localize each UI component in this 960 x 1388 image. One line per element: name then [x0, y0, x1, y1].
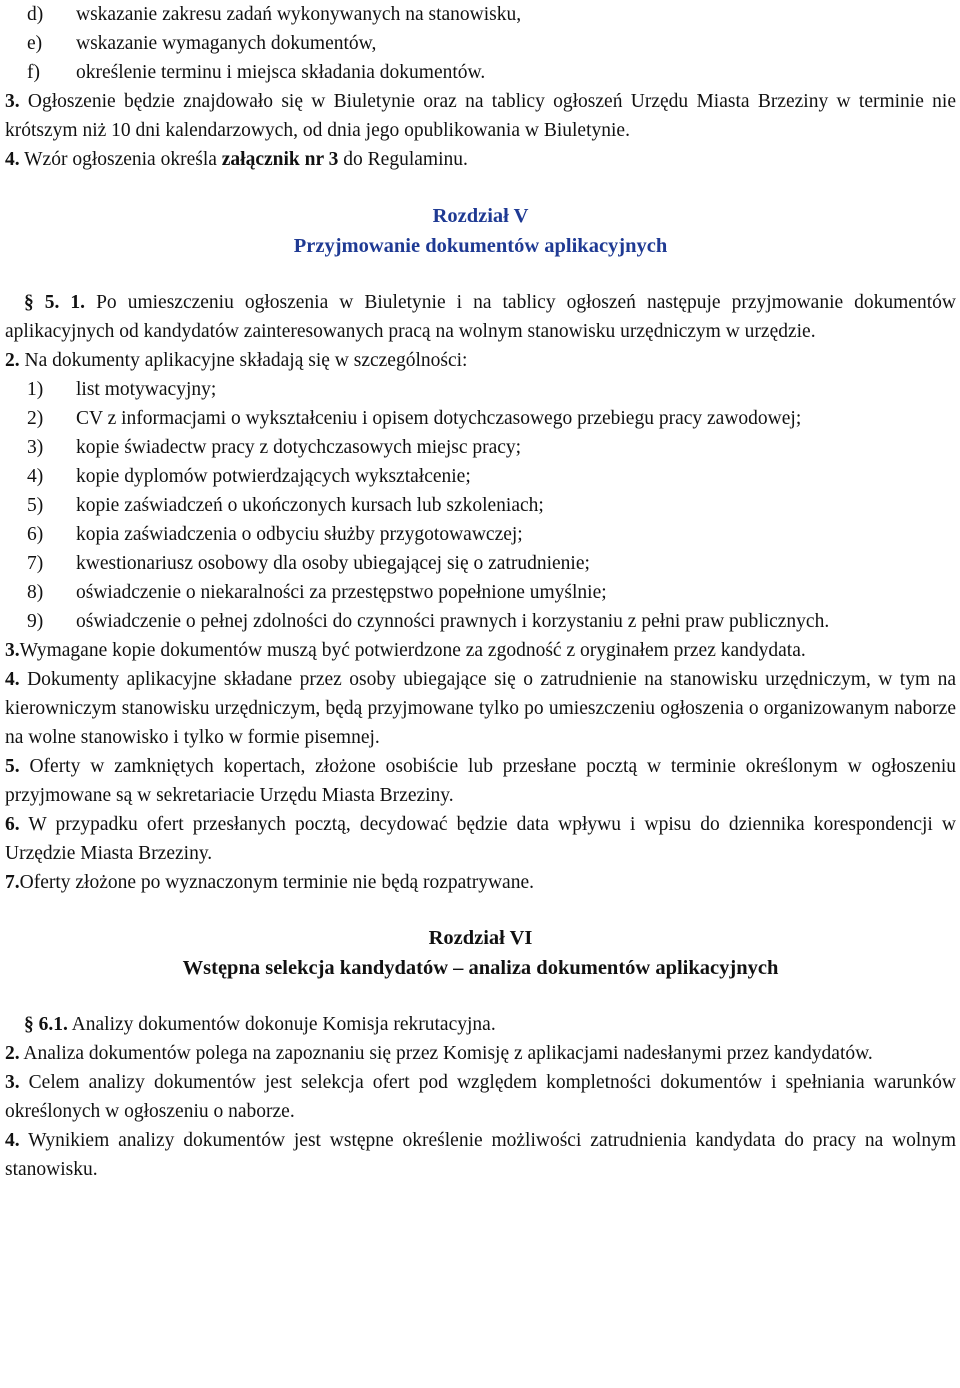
list-item: [27, 462, 956, 491]
list-item: [27, 58, 956, 87]
chapter-title: Przyjmowanie dokumentów aplikacyjnych: [293, 235, 668, 257]
list-item-number: 7): [27, 553, 44, 574]
paragraph-number: 3.: [5, 640, 20, 661]
paragraph-text: Po umieszczeniu ogłoszenia w Biuletynie i na tablicy ogłoszeń następuje przyjmowanie dokumentów aplikacyjnych od kandydatów zainteresowanych pracą na wolnym stanowisku urzędniczym w urzędzie.: [5, 292, 956, 342]
section-6-paragraph-2: [5, 1039, 956, 1068]
paragraph-number: 2.: [5, 350, 20, 371]
list-item-text: oświadczenie o pełnej zdolności do czynności prawnych i korzystaniu z pełni praw publicznych.: [76, 611, 830, 632]
list-item: [27, 0, 956, 29]
application-documents-list: [5, 375, 956, 636]
paragraph-text: Wzór ogłoszenia określa: [19, 149, 222, 170]
list-item: [27, 607, 956, 636]
paragraph-4: [5, 145, 956, 174]
list-item-text: kopie świadectw pracy z dotychczasowych miejsc pracy;: [76, 437, 522, 458]
section-5-paragraph-5: [5, 752, 956, 810]
paragraph-text: Wymagane kopie dokumentów muszą być potwierdzone za zgodność z oryginałem przez kandydata.: [19, 640, 806, 661]
section-5-paragraph-3: [5, 636, 956, 665]
paragraph-number: 5.: [5, 756, 20, 777]
section-5-paragraph-1: [5, 288, 956, 346]
list-item-text: list motywacyjny;: [76, 379, 217, 400]
list-item: [27, 375, 956, 404]
paragraph-text: Ogłoszenie będzie znajdowało się w Biuletynie oraz na tablicy ogłoszeń Urzędu Miasta Brzeziny w terminie nie krótszym niż 10 dni kalendarzowych, od dnia jego opublikowania w Biuletynie.: [5, 91, 956, 141]
list-item-text: CV z informacjami o wykształceniu i opisem dotychczasowego przebiegu pracy zawodowej;: [76, 408, 802, 429]
paragraph-number: 7.: [5, 872, 20, 893]
section-6-paragraph-1: [5, 1010, 956, 1039]
paragraph-text: Analizy dokumentów dokonuje Komisja rekrutacyjna.: [67, 1014, 496, 1035]
list-item-text: określenie terminu i miejsca składania dokumentów.: [76, 62, 486, 83]
list-item-number: 1): [27, 379, 44, 400]
paragraph-number: 6.: [5, 814, 20, 835]
list-item-number: 4): [27, 466, 44, 487]
list-item-number: 6): [27, 524, 44, 545]
chapter-title: Wstępna selekcja kandydatów – analiza dokumentów aplikacyjnych: [182, 957, 779, 979]
list-item-number: 3): [27, 437, 44, 458]
list-item-number: e): [27, 33, 43, 54]
section-6-paragraph-4: [5, 1126, 956, 1184]
paragraph-text: Dokumenty aplikacyjne składane przez osoby ubiegające się o zatrudnienie na stanowisku urzędniczym, w tym na kierowniczym stanowisku urzędniczym, będą przyjmowane tylko po umieszczeniu ogłoszenia o organizowanym naborze na wolne stanowisko i tylko w formie pisemnej.: [5, 669, 956, 748]
paragraph-text: W przypadku ofert przesłanych pocztą, decydować będzie data wpływu i wpisu do dziennika korespondencji w Urzędzie Miasta Brzeziny.: [5, 814, 956, 864]
list-item-number: 9): [27, 611, 44, 632]
list-item: [27, 549, 956, 578]
section-5-paragraph-2: [5, 346, 956, 375]
chapter-6-heading: [5, 923, 956, 983]
chapter-5-heading: [5, 201, 956, 261]
attachment-reference: załącznik nr 3: [221, 149, 339, 170]
paragraph-number: 4.: [5, 1130, 20, 1151]
list-item: [27, 491, 956, 520]
list-item-number: d): [27, 4, 44, 25]
list-item: [27, 433, 956, 462]
chapter-label: Rozdział VI: [428, 927, 533, 949]
paragraph-text: Celem analizy dokumentów jest selekcja ofert pod względem kompletności dokumentów i spełniania warunków określonych w ogłoszeniu o naborze.: [5, 1072, 956, 1122]
list-item-text: kopia zaświadczenia o odbyciu służby przygotowawczej;: [76, 524, 523, 545]
paragraph-text: Analiza dokumentów polega na zapoznaniu się przez Komisję z aplikacjami nadesłanymi przez kandydatów.: [19, 1043, 873, 1064]
list-item-text: wskazanie wymaganych dokumentów,: [76, 33, 377, 54]
paragraph-text: Oferty złożone po wyznaczonym terminie nie będą rozpatrywane.: [19, 872, 534, 893]
paragraph-text: Na dokumenty aplikacyjne składają się w szczególności:: [19, 350, 468, 371]
paragraph-number: 3.: [5, 1072, 20, 1093]
paragraph-3: [5, 87, 956, 145]
list-item-number: 2): [27, 408, 44, 429]
section-5-paragraph-6: [5, 810, 956, 868]
list-item: [27, 404, 956, 433]
paragraph-number: 3.: [5, 91, 20, 112]
chapter-label: Rozdział V: [432, 205, 529, 227]
list-item-text: oświadczenie o niekaralności za przestępstwo popełnione umyślnie;: [76, 582, 607, 603]
section-5-paragraph-4: [5, 665, 956, 752]
section-5-paragraph-7: [5, 868, 956, 897]
list-item-text: kopie zaświadczeń o ukończonych kursach lub szkoleniach;: [76, 495, 544, 516]
requirements-list-continued: [5, 0, 956, 87]
list-item-number: f): [27, 62, 40, 83]
list-item: [27, 520, 956, 549]
paragraph-text: Oferty w zamkniętych kopertach, złożone osobiście lub przesłane pocztą w terminie określonym w ogłoszeniu przyjmowane są w sekretariacie Urzędu Miasta Brzeziny.: [5, 756, 956, 806]
paragraph-text: Wynikiem analizy dokumentów jest wstępne określenie możliwości zatrudnienia kandydata do pracy na wolnym stanowisku.: [5, 1130, 956, 1180]
paragraph-number: 4.: [5, 669, 20, 690]
paragraph-number: 4.: [5, 149, 20, 170]
section-6-paragraph-3: [5, 1068, 956, 1126]
paragraph-number: 2.: [5, 1043, 20, 1064]
list-item-number: 5): [27, 495, 44, 516]
list-item: [27, 578, 956, 607]
section-number: § 5. 1.: [24, 292, 86, 313]
list-item-text: kopie dyplomów potwierdzających wykształcenie;: [76, 466, 471, 487]
list-item-text: wskazanie zakresu zadań wykonywanych na stanowisku,: [76, 4, 522, 25]
list-item: [27, 29, 956, 58]
paragraph-text: do Regulaminu.: [338, 149, 468, 170]
list-item-text: kwestionariusz osobowy dla osoby ubiegającej się o zatrudnienie;: [76, 553, 590, 574]
list-item-number: 8): [27, 582, 44, 603]
section-number: § 6.1.: [24, 1014, 68, 1035]
